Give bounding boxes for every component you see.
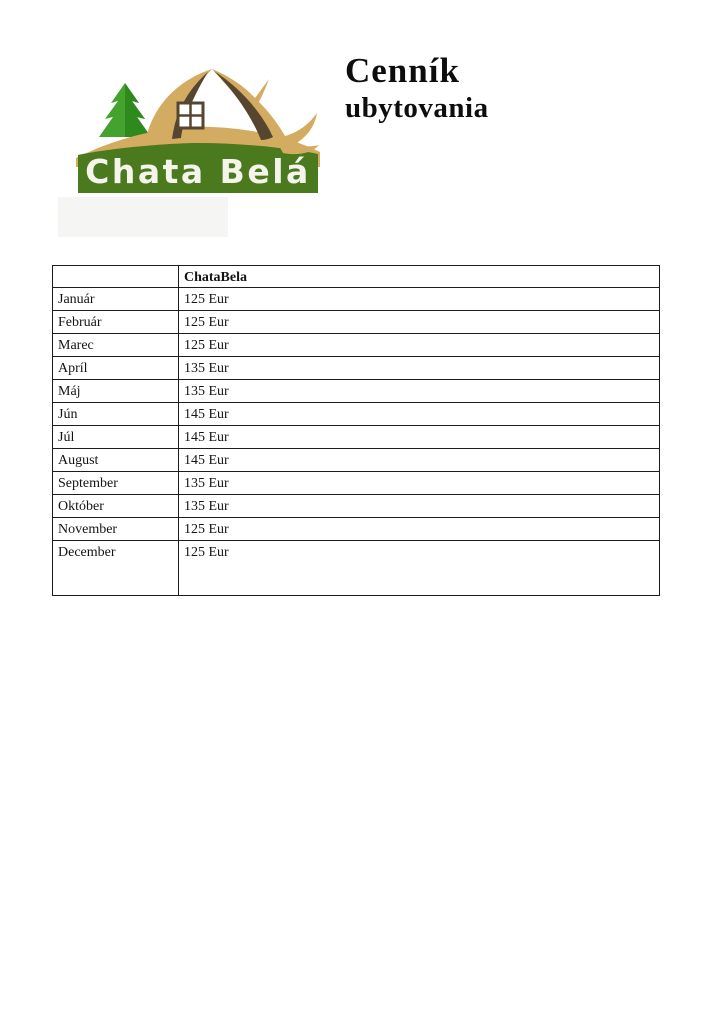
price-cell: 125 Eur xyxy=(179,311,660,334)
header-month-cell xyxy=(53,266,179,288)
logo-brand-text: Chata Belá xyxy=(85,152,311,191)
window-icon xyxy=(178,103,203,128)
table-row xyxy=(53,334,660,357)
table-row xyxy=(53,288,660,311)
price-table-body xyxy=(53,288,660,596)
price-cell: 135 Eur xyxy=(179,472,660,495)
pine-tree-shade xyxy=(125,83,151,137)
month-cell: Marec xyxy=(53,334,179,357)
price-cell: 145 Eur xyxy=(179,449,660,472)
table-header-row xyxy=(53,266,660,288)
month-cell: Február xyxy=(53,311,179,334)
table-row xyxy=(53,380,660,403)
table-row xyxy=(53,472,660,495)
month-cell: Apríl xyxy=(53,357,179,380)
price-table xyxy=(52,265,660,596)
table-row xyxy=(53,403,660,426)
price-cell: 135 Eur xyxy=(179,357,660,380)
month-cell: November xyxy=(53,518,179,541)
table-row xyxy=(53,541,660,596)
table-row xyxy=(53,357,660,380)
month-cell: Jún xyxy=(53,403,179,426)
header-chatabela-cell: ChataBela xyxy=(179,266,660,288)
month-cell: December xyxy=(53,541,179,596)
table-row xyxy=(53,311,660,334)
month-cell: Január xyxy=(53,288,179,311)
table-row xyxy=(53,426,660,449)
month-cell: Október xyxy=(53,495,179,518)
table-row xyxy=(53,518,660,541)
page-title: Cenník xyxy=(345,51,460,90)
price-cell: 135 Eur xyxy=(179,495,660,518)
price-cell: 145 Eur xyxy=(179,403,660,426)
chata-bela-logo xyxy=(62,55,320,197)
table-row xyxy=(53,449,660,472)
month-cell: September xyxy=(53,472,179,495)
table-row xyxy=(53,495,660,518)
month-cell: August xyxy=(53,449,179,472)
price-cell: 145 Eur xyxy=(179,426,660,449)
month-cell: Júl xyxy=(53,426,179,449)
price-cell: 135 Eur xyxy=(179,380,660,403)
month-cell: Máj xyxy=(53,380,179,403)
price-cell: 125 Eur xyxy=(179,518,660,541)
price-cell: 125 Eur xyxy=(179,334,660,357)
page-subtitle: ubytovania xyxy=(345,92,489,124)
price-cell: 125 Eur xyxy=(179,541,660,596)
logo-image-background xyxy=(58,197,228,237)
price-cell: 125 Eur xyxy=(179,288,660,311)
